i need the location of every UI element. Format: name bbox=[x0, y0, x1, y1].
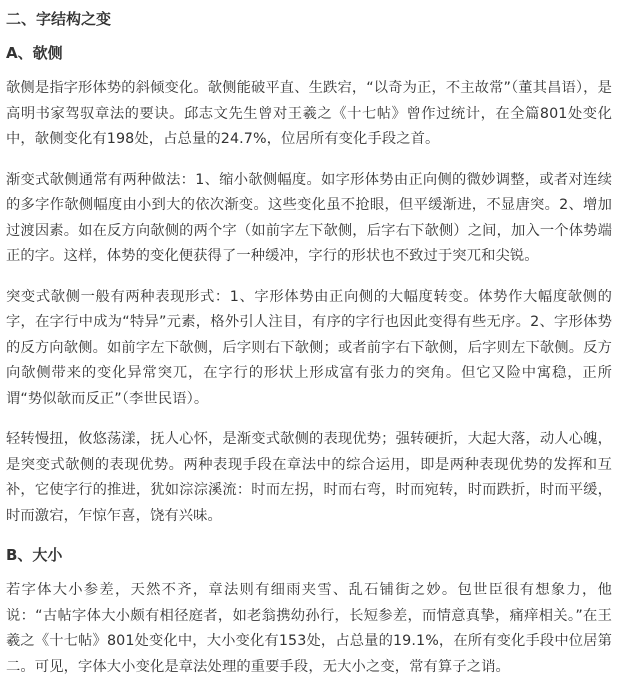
section-title: 二、字结构之变 bbox=[6, 10, 112, 28]
paragraph: 突变式欹侧一般有两种表现形式：1、字形体势由正向侧的大幅度转变。体势作大幅度欹侧的字，在字行中成为“特异”元素，格外引人注目，有序的字行也因此变得有些无序。2、字形体势的反方向欹侧。如前字左下欹侧，后字则右下欹侧；或者前字右下欹侧，后字则左下欹侧。反方向欹侧带来的变化异常突兀，在字行的形状上形成富有张力的突角。但它又险中寓稳，正所谓“势似欹而反正”（李世民语）。 bbox=[6, 288, 612, 407]
subsection-heading-b: B、大小 bbox=[6, 546, 63, 564]
subsection-heading-a: A、欹侧 bbox=[6, 44, 63, 62]
paragraph: 欹侧是指字形体势的斜倾变化。欹侧能破平直、生跌宕，“以奇为正，不主故常”（董其昌语），是高明书家驾驭章法的要诀。邱志文先生曾对王羲之《十七帖》曾作过统计，在全篇801处变化中，欹侧变化有198处，占总量的24.7%，位居所有变化手段之首。 bbox=[6, 80, 612, 147]
paragraph: 渐变式欹侧通常有两种做法：1、缩小欹侧幅度。如字形体势由正向侧的微妙调整，或者对连续的多字作欹侧幅度由小到大的依次渐变。这些变化虽不抢眼，但平缓渐进，不显唐突。2、增加过渡因素。如在反方向欹侧的两个字（如前字左下欹侧，后字右下欹侧）之间，加入一个体势端正的字。这样，体势的变化便获得了一种缓冲，字行的形状也不致过于突兀和尖锐。 bbox=[6, 171, 612, 264]
paragraph: 轻转慢扭，攸悠荡漾，抚人心怀，是渐变式欹侧的表现优势；强转硬折，大起大落，动人心魄，是突变式欹侧的表现优势。两种表现手段在章法中的综合运用，即是两种表现优势的发挥和互补，它使字行的推进，犹如淙淙溪流：时而左拐，时而右弯，时而宛转，时而跌折，时而平缓，时而激宕，乍惊乍喜，饶有兴味。 bbox=[6, 431, 612, 524]
paragraph: 若字体大小参差，天然不齐，章法则有细雨夹雪、乱石铺街之妙。包世臣很有想象力，他说：“古帖字体大小颇有相径庭者，如老翁携幼孙行，长短参差，而情意真挚，痛痒相关。”在王羲之《十七帖》801处变化中，大小变化有153处，占总量的19.1%，在所有变化手段中位居第二。可见，字体大小变化是章法处理的重要手段，无大小之变，常有算子之诮。 bbox=[6, 582, 612, 675]
